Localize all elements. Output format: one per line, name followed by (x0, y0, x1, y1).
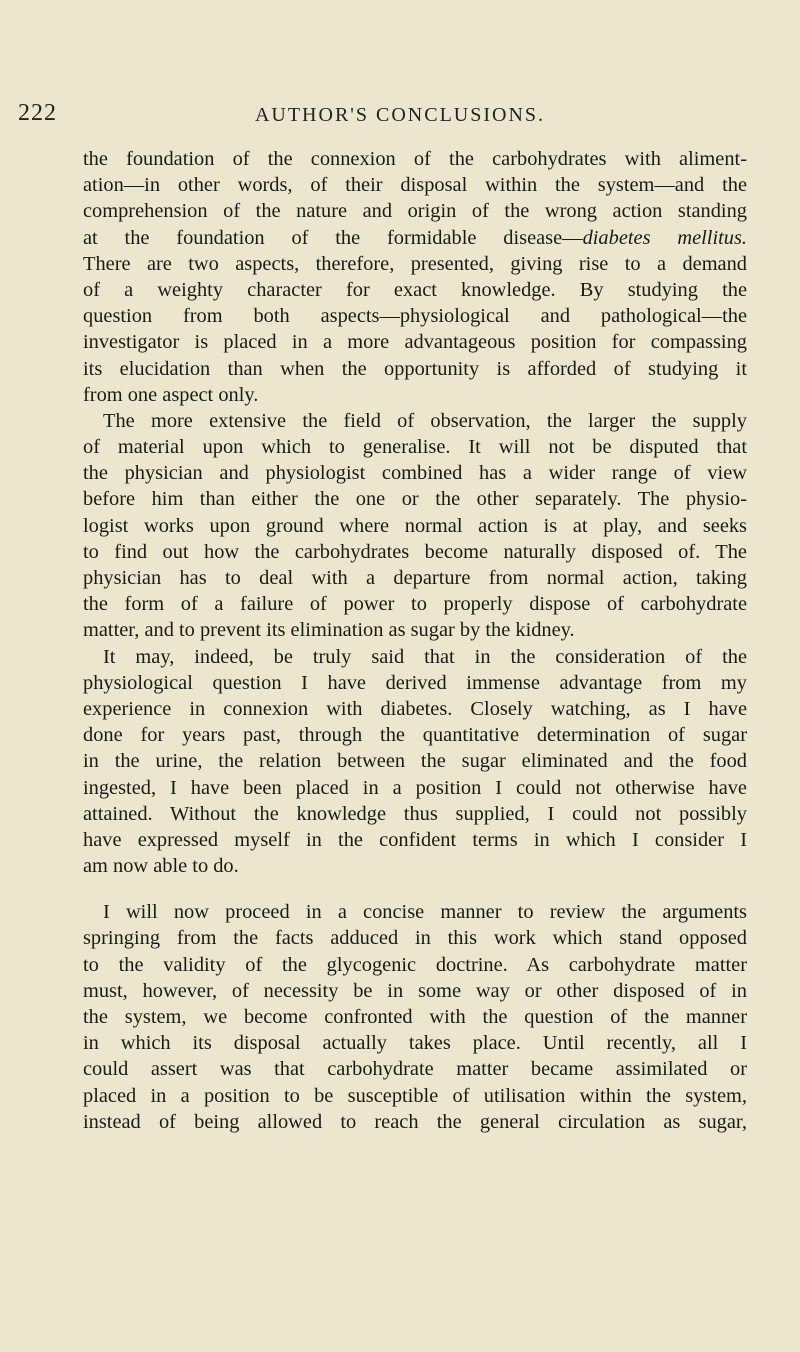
text-line: the physician and physiologist combined has a wider range of view (83, 462, 747, 485)
text-line: springing from the facts adduced in this work which stand opposed (83, 927, 747, 950)
text-line: am now able to do. (83, 855, 239, 878)
text-line: the form of a failure of power to properly dispose of carbohydrate (83, 593, 747, 616)
text-line: logist works upon ground where normal action is at play, and seeks (83, 514, 747, 537)
text-line: of material upon which to generalise. It will not be disputed that (83, 436, 747, 459)
text-line: ingested, I have been placed in a position I could not otherwise have (83, 776, 747, 799)
text-line: done for years past, through the quantitative determination of sugar (83, 724, 747, 747)
text-line: to find out how the carbohydrates become naturally disposed of. The (83, 540, 747, 563)
line-text: at the foundation of the formidable disease— (83, 226, 583, 249)
text-line: There are two aspects, therefore, presented, giving rise to a demand (83, 252, 747, 275)
paragraph-gap (83, 879, 747, 899)
text-line: the system, we become confronted with the question of the manner (83, 1006, 747, 1028)
text-line: investigator is placed in a more advantageous position for compassing (83, 331, 747, 354)
text-line: I will now proceed in a concise manner to review the arguments (103, 901, 747, 924)
text-line: of a weighty character for exact knowledge. By studying the (83, 278, 747, 301)
text-line: instead of being allowed to reach the general circulation as sugar, (83, 1110, 747, 1133)
text-line: ation—in other words, of their disposal within the system—and the (83, 174, 747, 197)
text-line: attained. Without the knowledge thus supplied, I could not possibly (83, 802, 747, 825)
text-line: must, however, of necessity be in some way or other disposed of in (83, 979, 747, 1002)
text-line: physician has to deal with a departure from normal action, taking (83, 567, 747, 589)
text-line: The more extensive the field of observation, the larger the supply (103, 409, 747, 432)
text-line: placed in a position to be susceptible of utilisation within the system, (83, 1084, 747, 1107)
text-line: its elucidation than when the opportunity is afforded of studying it (83, 357, 747, 380)
disease-name: diabetes mellitus. (582, 226, 747, 249)
text-line: question from both aspects—physiological and pathological—the (83, 305, 747, 328)
text-line: to the validity of the glycogenic doctrine. As carbohydrate matter (83, 953, 747, 976)
running-head: AUTHOR'S CONCLUSIONS. (254, 104, 546, 126)
page-header (0, 100, 800, 136)
text-line: from one aspect only. (83, 383, 259, 406)
text-line: in the urine, the relation between the sugar eliminated and the food (83, 750, 747, 773)
text-line: could assert was that carbohydrate matter became assimilated or (83, 1058, 747, 1081)
body-text (83, 146, 747, 1135)
text-line (83, 225, 747, 251)
text-line: physiological question I have derived immense advantage from my (83, 671, 747, 694)
text-line: have expressed myself in the confident terms in which I consider I (83, 828, 747, 851)
text-line: It may, indeed, be truly said that in the consideration of the (103, 645, 747, 668)
text-line: comprehension of the nature and origin of the wrong action standing (83, 200, 747, 223)
text-line: matter, and to prevent its elimination as sugar by the kidney. (83, 619, 575, 642)
page-number: 222 (18, 100, 57, 126)
text-line: before him than either the one or the other separately. The physio- (83, 488, 747, 511)
text-line: in which its disposal actually takes place. Until recently, all I (83, 1032, 747, 1055)
text-line: the foundation of the connexion of the carbohydrates with aliment- (83, 148, 747, 170)
text-line: experience in connexion with diabetes. Closely watching, as I have (83, 697, 747, 720)
